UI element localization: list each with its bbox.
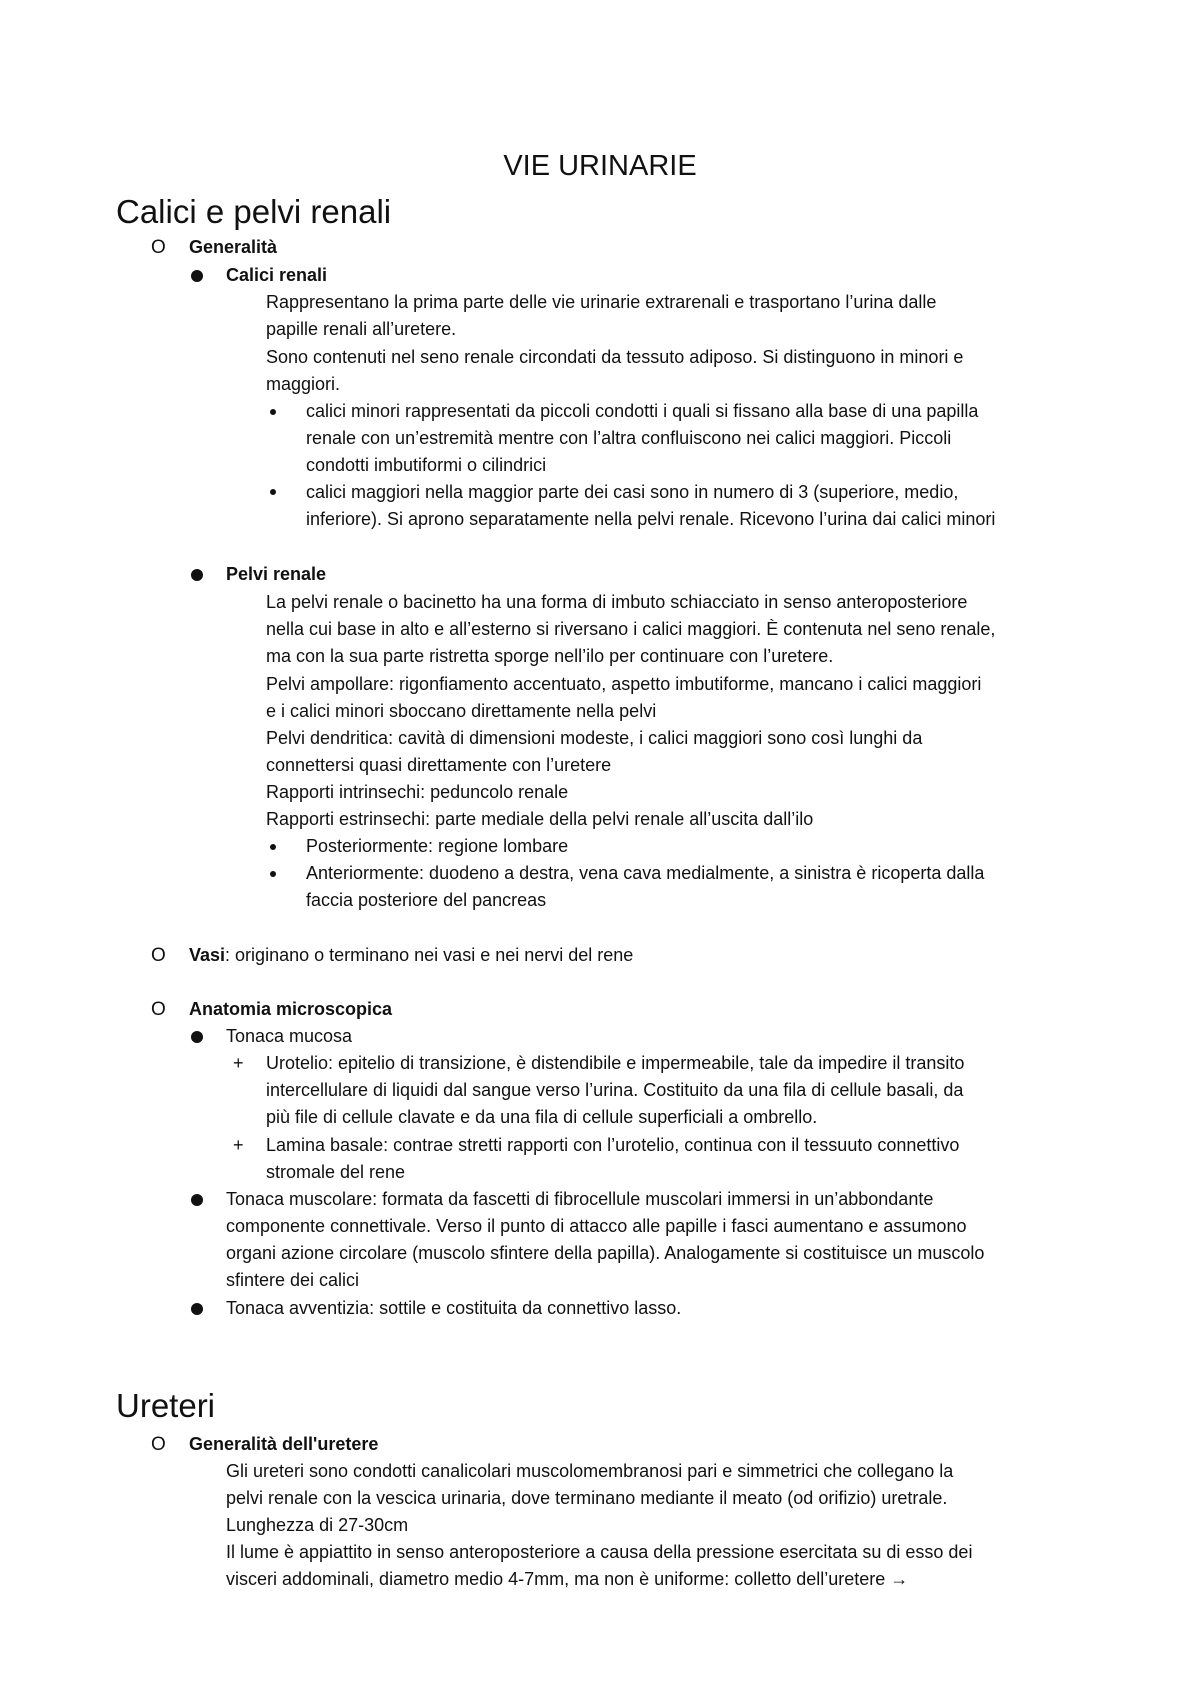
text-line: Anteriormente: duodeno a destra, vena cava medialmente, a sinistra è ricoperta dalla: [306, 863, 985, 883]
text-line: faccia posteriore del pancreas: [306, 890, 547, 910]
text-line: più file di cellule clavate e da una fila di cellule superficiali a ombrello.: [266, 1107, 818, 1127]
bullet-dot-icon: [191, 270, 203, 282]
section-heading-ureteri: Ureteri: [116, 1387, 216, 1424]
bullet-icon: [270, 489, 276, 495]
text-line: Il lume è appiattito in senso anteroposteriore a causa della pressione esercitata su di esso dei: [226, 1542, 973, 1562]
text-line: inferiore). Si aprono separatamente nella pelvi renale. Ricevono l’urina dai calici minori: [306, 509, 996, 529]
text-line: Rapporti intrinsechi: peduncolo renale: [266, 782, 569, 802]
document-title: VIE URINARIE: [503, 150, 697, 182]
text-line: Rappresentano la prima parte delle vie urinarie extrarenali e trasportano l’urina dalle: [266, 292, 937, 312]
bullet-dot-icon: [191, 1303, 203, 1315]
bullet-icon: [270, 844, 276, 850]
text-line: organi azione circolare (muscolo sfintere della papilla). Analogamente si costituisce un muscolo: [226, 1243, 985, 1263]
text-line: calici minori rappresentati da piccoli condotti i quali si fissano alla base di una papilla: [306, 401, 979, 421]
text-line: renale con un’estremità mentre con l’altra confluiscono nei calici maggiori. Piccoli: [306, 428, 952, 448]
bullet-dot-icon: [191, 1031, 203, 1043]
text-line: Posteriormente: regione lombare: [306, 836, 569, 856]
text-line: connettersi quasi direttamente con l’uretere: [266, 755, 612, 775]
vasi-text: : originano o terminano nei vasi e nei nervi del rene: [225, 945, 634, 965]
vasi-line: [189, 942, 633, 969]
text-line: Tonaca avventizia: sottile e costituita da connettivo lasso.: [226, 1298, 682, 1318]
text-line: La pelvi renale o bacinetto ha una forma di imbuto schiacciato in senso anteroposteriore: [266, 592, 968, 612]
text-line: papille renali all’uretere.: [266, 319, 457, 339]
vasi-label: Vasi: [189, 945, 226, 965]
text-line: stromale del rene: [266, 1162, 406, 1182]
text-line: e i calici minori sboccano direttamente nella pelvi: [266, 701, 657, 721]
outline-marker: O: [151, 945, 166, 966]
bullet-dot-icon: [191, 1194, 203, 1206]
subsection-label-generalita-uretere: Generalità dell'uretere: [189, 1434, 379, 1454]
text-line: pelvi renale con la vescica urinaria, dove terminano mediante il meato (od orifizio) uretrale.: [226, 1488, 948, 1508]
text-line: visceri addominali, diametro medio 4-7mm, ma non è uniforme: colletto dell’uretere →: [226, 1569, 909, 1589]
text-line: intercellulare di liquidi dal sangue verso l’urina. Costituito da una fila di cellule basali, da: [266, 1080, 964, 1100]
text-line: Lamina basale: contrae stretti rapporti con l’urotelio, continua con il tessuuto connettivo: [266, 1135, 960, 1155]
bullet-dot-icon: [191, 569, 203, 581]
text-line: componente connettivale. Verso il punto di attacco alle papille i fasci aumentano e assumono: [226, 1216, 967, 1236]
text-line: Gli ureteri sono condotti canalicolari muscolomembranosi pari e simmetrici che collegano la: [226, 1461, 954, 1481]
text-line: Tonaca muscolare: formata da fascetti di fibrocellule muscolari immersi in un’abbondante: [226, 1189, 934, 1209]
text-line: Pelvi dendritica: cavità di dimensioni modeste, i calici maggiori sono così lunghi da: [266, 728, 923, 748]
subsection-label-anatomia: Anatomia microscopica: [189, 999, 393, 1019]
outline-marker: O: [151, 1434, 166, 1455]
text-line: ma con la sua parte ristretta sporge nell’ilo per continuare con l’uretere.: [266, 646, 834, 666]
text-line: calici maggiori nella maggior parte dei casi sono in numero di 3 (superiore, medio,: [306, 482, 959, 502]
item-label-tonaca-mucosa: Tonaca mucosa: [226, 1026, 353, 1046]
plus-marker: +: [233, 1053, 244, 1073]
text-line: Urotelio: epitelio di transizione, è distendibile e impermeabile, tale da impedire il transito: [266, 1053, 965, 1073]
subsection-label-generalita: Generalità: [189, 237, 278, 257]
outline-marker: O: [151, 999, 166, 1020]
section-heading-calici: Calici e pelvi renali: [116, 193, 392, 230]
text-line: Rapporti estrinsechi: parte mediale della pelvi renale all’uscita dall’ilo: [266, 809, 814, 829]
text-line: nella cui base in alto e all’esterno si riversano i calici maggiori. È contenuta nel seno renale,: [266, 619, 996, 639]
text-line: sfintere dei calici: [226, 1270, 360, 1290]
bullet-icon: [270, 871, 276, 877]
item-label-pelvi-renale: Pelvi renale: [226, 564, 327, 584]
text-line: Lunghezza di 27-30cm: [226, 1515, 409, 1535]
item-label-calici-renali: Calici renali: [226, 265, 328, 285]
text-line: condotti imbutiformi o cilindrici: [306, 455, 547, 475]
text-line: Pelvi ampollare: rigonfiamento accentuato, aspetto imbutiforme, mancano i calici maggiori: [266, 674, 982, 694]
plus-marker: +: [233, 1135, 244, 1155]
bullet-icon: [270, 409, 276, 415]
text-line: maggiori.: [266, 374, 341, 394]
text-line: Sono contenuti nel seno renale circondati da tessuto adiposo. Si distinguono in minori e: [266, 347, 964, 367]
outline-marker: O: [151, 237, 166, 258]
